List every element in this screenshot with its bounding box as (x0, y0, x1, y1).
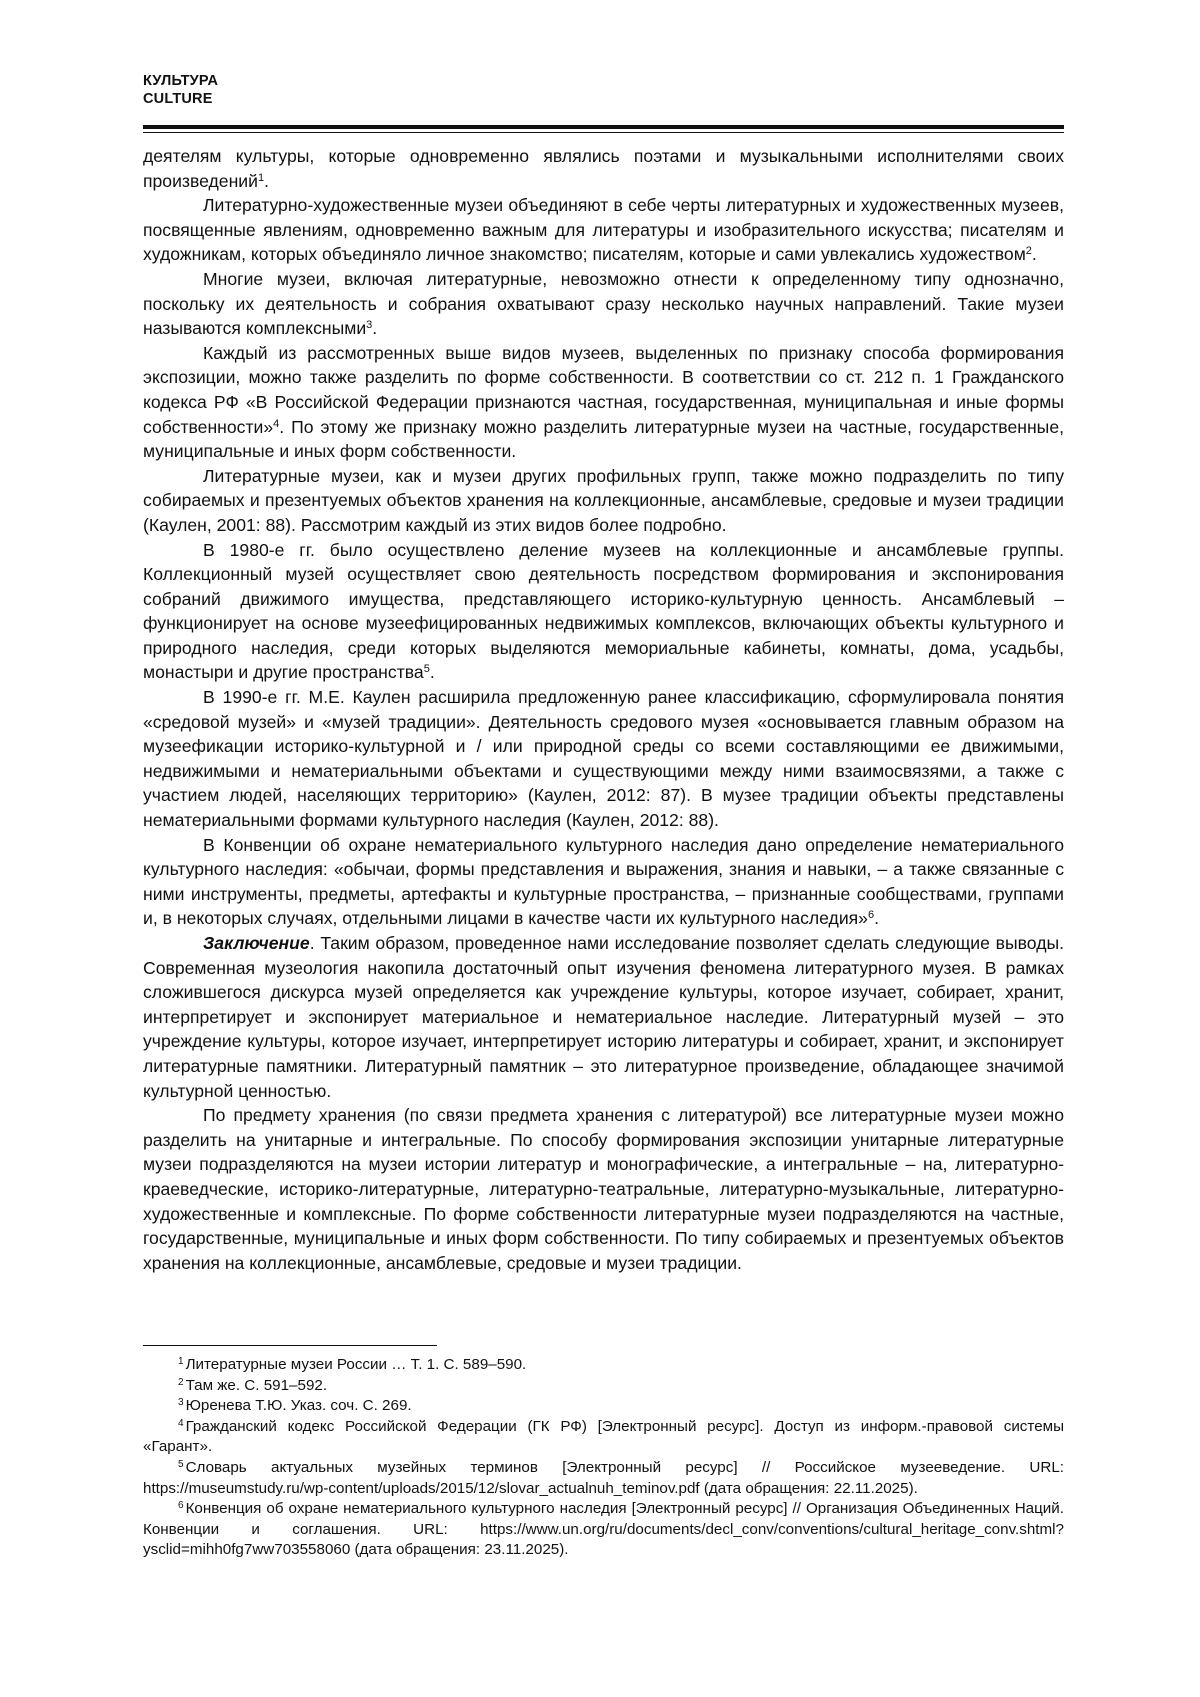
paragraph-text: Литературные музеи, как и музеи других профильных групп, также можно подразделить по типу собираемых и презентуемых объектов хранения на коллекционные, ансамблевые, средовые и музеи традиции (Каулен, 2001: 88). Рассмотрим каждый из этих видов более подробно. (143, 465, 1064, 535)
body-paragraph (143, 538, 1064, 686)
paragraph-text: В 1980-е гг. было осуществлено деление музеев на коллекционные и ансамблевые группы. Коллекционный музей осуществляет свою деятельность посредством формирования и экспонирования собраний движимого имущества, представляющего историко-культурную ценность. Ансамблевый – функционирует на основе музеефицированных недвижимых комплексов, включающих объекты культурного и природного наследия, среди которых выделяются мемориальные кабинеты, комнаты, дома, усадьбы, монастыри и другие пространства (143, 539, 1064, 683)
footnote-reference: 3 (366, 319, 373, 332)
paragraph-text: деятелям культуры, которые одновременно являлись поэтами и музыкальными исполнителями своих произведений (143, 146, 1064, 191)
footnote-reference: 6 (867, 909, 875, 922)
paragraph-text: . (372, 318, 378, 339)
body-paragraph (143, 267, 1064, 341)
footnote-number: 2 (178, 1376, 184, 1388)
conclusion-heading: Заключение (203, 933, 310, 953)
footnote-5 (143, 1458, 1064, 1499)
footnote-4 (143, 1417, 1064, 1458)
paragraph-text: . (429, 662, 435, 683)
footnote-6 (143, 1499, 1064, 1561)
footnote-separator (143, 1345, 437, 1346)
paragraph-text: . (874, 908, 879, 929)
footnote-text: Словарь актуальных музейных терминов [Электронный ресурс] // Российское музееведение. URL: https://museumstudy.ru/wp-content/uploads/2015/12/slovar_actualnuh_teminov.pdf (дата обращения: 22.11.2025). (143, 1458, 1064, 1497)
section-title-ru: КУЛЬТУРА (143, 73, 219, 89)
paragraph-text: . (264, 170, 269, 191)
footnote-number: 5 (178, 1458, 184, 1470)
footnote-reference: 5 (423, 663, 430, 676)
footnote-1 (143, 1355, 1064, 1376)
body-paragraph (143, 144, 1064, 193)
body-paragraph (143, 1103, 1064, 1275)
footnote-text: Конвенция об охране нематериального культурного наследия [Электронный ресурс] // Организация Объединенных Наций. Конвенции и соглашения. URL: https://www.un.org/ru/documents/decl_conv/conventions/cultural_heritage_conv.shtml?ysclid=mihh0fg7ww703558060 (дата обращения: 23.11.2025). (143, 1500, 1064, 1559)
footnote-reference: 4 (273, 417, 280, 430)
body-paragraph (143, 685, 1064, 833)
body-paragraph (143, 341, 1064, 464)
paragraph-text: Многие музеи, включая литературные, невозможно отнести к определенному типу однозначно, поскольку их деятельность и собрания охватывают сразу несколько научных направлений. Такие музеи называются комплексными (143, 268, 1064, 339)
paragraph-text: Каждый из рассмотренных выше видов музеев, выделенных по признаку способа формирования экспозиции, можно также разделить по форме собственности. В соответствии со ст. 212 п. 1 Гражданского кодекса РФ «В Российской Федерации признаются частная, государственная, муниципальная и иные формы собственности» (143, 342, 1064, 437)
footnote-number: 6 (178, 1500, 184, 1512)
footnote-text: Литературные музеи России … Т. 1. С. 589–590. (185, 1356, 527, 1373)
footnotes (143, 1355, 1064, 1561)
paragraph-text: В 1990-е гг. М.Е. Каулен расширила предложенную ранее классификацию, сформулировала понятия «средовой музей» и «музей традиции». Деятельность средового музея «основывается главным образом на музеефикации историко-культурной и / или природной среды со всеми составляющими ее движимыми, недвижимыми и нематериальными объектами и существующими между ними взаимосвязями, а также с участием людей, населяющих территорию» (Каулен, 2012: 87). В музее традиции объекты представлены нематериальными формами культурного наследия (Каулен, 2012: 88). (143, 687, 1064, 831)
footnote-2 (143, 1376, 1064, 1397)
footnote-reference: 1 (257, 171, 265, 184)
body-paragraph (143, 931, 1064, 1103)
paragraph-text: . Таким образом, проведенное нами исследование позволяет сделать следующие выводы. Современная музеология накопила достаточный опыт изучения феномена литературного музея. В рамках сложившегося дискурса музей определяется как учреждение культуры, которое изучает, собирает, хранит, интерпретирует и экспонирует материальное и нематериальное наследие. Литературный музей – это учреждение культуры, которое изучает, интерпретирует историю литературы и собирает, хранит, и экспонирует литературные памятники. Литературный памятник – это литературное произведение, обладающее значимой культурной ценностью. (143, 933, 1064, 1101)
paragraph-text: . (1031, 244, 1037, 265)
running-header (143, 72, 218, 108)
footnote-3 (143, 1396, 1064, 1417)
footnote-text: Там же. С. 591–592. (185, 1376, 328, 1394)
paragraph-text: В Конвенции об охране нематериального культурного наследия дано определение нематериального культурного наследия: «обычаи, формы представления и выражения, знания и навыки, – а также связанные с ними инструменты, предметы, артефакты и культурные пространства, – признанные сообществами, группами и, в некоторых случаях, отдельными лицами в качестве части их культурного наследия» (143, 834, 1064, 929)
body-text (143, 144, 1064, 1275)
footnote-number: 1 (178, 1356, 184, 1367)
footnote-text: Гражданский кодекс Российской Федерации (ГК РФ) [Электронный ресурс]. Доступ из информ.-правовой системы «Гарант». (143, 1417, 1064, 1456)
paragraph-text: . По этому же признаку можно разделить литературные музеи на частные, государственные, муниципальные и иных форм собственности. (143, 416, 1064, 462)
footnote-number: 3 (178, 1397, 184, 1409)
section-title-en: CULTURE (143, 91, 213, 107)
header-rule-thin (143, 132, 1064, 133)
body-paragraph (143, 833, 1064, 931)
body-paragraph (143, 193, 1064, 267)
paragraph-text: Литературно-художественные музеи объединяют в себе черты литературных и художественных музеев, посвященные явлениям, одновременно важным для литературы и изобразительного искусства; писателям и художникам, которых объединяло личное знакомство; писателям, которые и сами увлекались художеством (143, 195, 1064, 265)
header-rule-thick (143, 125, 1064, 129)
body-paragraph (143, 464, 1064, 538)
footnote-number: 4 (178, 1417, 184, 1429)
footnote-reference: 2 (1025, 245, 1032, 258)
footnote-text: Юренева Т.Ю. Указ. соч. С. 269. (185, 1397, 412, 1415)
paragraph-text: По предмету хранения (по связи предмета хранения с литературой) все литературные музеи можно разделить на унитарные и интегральные. По способу формирования экспозиции унитарные литературные музеи подразделяются на музеи истории литератур и монографические, а интегральные – на, литературно-краеведческие, историко-литературные, литературно-театральные, литературно-музыкальные, литературно-художественные и комплексные. По форме собственности литературные музеи подразделяются на частные, государственные, муниципальные и иных форм собственности. По типу собираемых и презентуемых объектов хранения на коллекционные, ансамблевые, средовые и музеи традиции. (143, 1105, 1064, 1273)
